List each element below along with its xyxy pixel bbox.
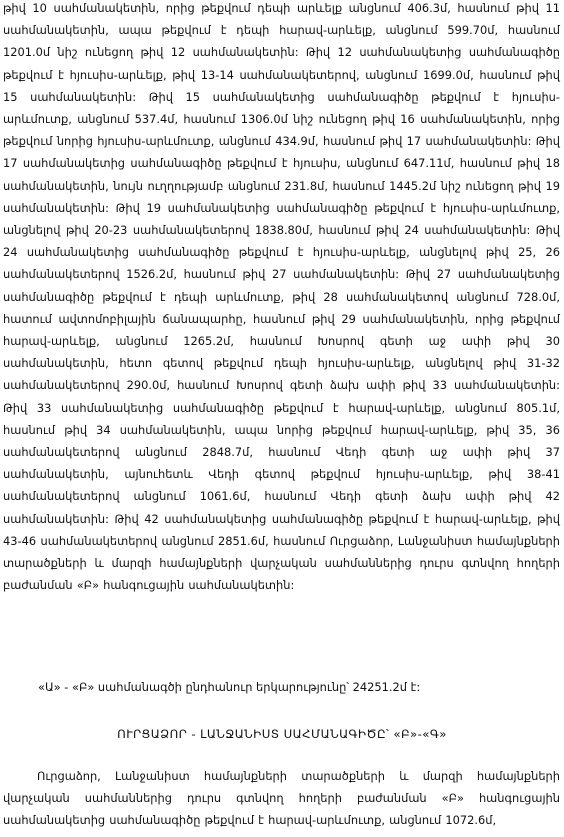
- boundary-description-paragraph: թիվ 10 սահմանակետին, որից թեքվում դեպի արևելք անցնում 406.3մ, հասնում թիվ 11 սահմանակետին, ապա թեքվում է դեպի հարավ-արևելք, անցնում 599.70մ, հասնում 1201.0մ նիշ ունեցող թիվ 12 սահմանակետին: Թիվ 12 սահմանակետից սահմանագիծը թեքվում է հյուսիս-արևելք, թիվ 13-14 սահմանակետերով, անցնում 1699.0մ, հասնում թիվ 15 սահմանակետին: Թիվ 15 սահմանակետից սահմանագիծը թեքվում է հյուսիս-արևմուտք, անցնում 537.4մ, հասնում 1306.0մ նիշ ունեցող թիվ 16 սահմանակետին, որից թեքվում նորից հյուսիս-արևմուտք, անցնում 434.9մ, հասնում թիվ 17 սահմանակետին: Թիվ 17 սահմանակետից սահմանագիծը թեքվում է հյուսիս, անցնում 647.11մ, հասնում թիվ 18 սահմանակետին, նույն ուղղությամբ անցնում 231.8մ, հասնում 1445.2մ նիշ ունեցող թիվ 19 սահմանակետին: Թիվ 19 սահմանակետից սահմանագիծը թեքվում է հյուսիս-արևմուտք, անցնելով թիվ 20-23 սահմանակետերով 1838.80մ, հասնում թիվ 24 սահմանակետին: Թիվ 24 սահմանակետից սահմանագիծը թեքվում է հյուսիս-արևելք, անցնելով թիվ 25, 26 սահմանակետերով 1526.2մ, հասնում թիվ 27 սահմանակետին: Թիվ 27 սահմանակետից սահմանագիծը թեքվում է դեպի արևմուտք, թիվ 28 սահմանակետով անցնում 728.0մ, հատում ավտոմոբիլային ճանապարհը, հասնում թիվ 29 սահմանակետին, որից թեքվում հարավ-արևելք, անցնում 1265.2մ, հասնում Խոսրով գետի աջ ափի թիվ 30 սահմանակետին, հետո գետով թեքվում դեպի հյուսիս-արևելք, անցնելով թիվ 31-32 սահմանակետերով 290.0մ, հասնում Խոսրով գետի ձախ ափի թիվ 33 սահմանակետին: Թիվ 33 սահմանակետից սահմանագիծը թեքվում է հարավ-արևելք, անցնում 805.1մ, հասնում թիվ 34 սահմանակետին, ապա նորից թեքվում հարավ-արևելք, թիվ 35, 36 սահմանակետերով անցնում 2848.7մ, հասնում Վեդի գետի աջ ափի թիվ 37 սահմանակետին, այնուհետև Վեդի գետով թեքվում հյուսիս-արևելք, թիվ 38-41 սահմանակետերով անցնում 1061.6մ, հասնում Վեդի գետի ձախ ափի թիվ 42 սահմանակետին: Թիվ 42 սահմանակետից սահմանագիծը թեքվում է հարավ-արևելք, թիվ 43-46 սահմանակետերով անցնում 2851.6մ, հասնում Ուրցաձոր, Լանջանիստ համայնքների տարածքների և մարզի համայնքների վարչական սահմաններից դուրս գտնվող հողերի բաժանման «Բ» հանգուցային սահմանակետին:: [3, 1, 560, 593]
- section-paragraph: Ուրցաձոր, Լանջանիստ համայնքների տարածքների և մարզի համայնքների վարչական սահմաններից դուրս գտնվող հողերի բաժանման «Բ» հանգուցային սահմանակետից սահմանագիծը թեքվում է հարավ-արևմուտք, անցնում 1072.6մ,: [3, 769, 560, 828]
- total-length-line: «Ա» - «Բ» սահմանագծի ընդհանուր երկարությունը՝ 24251.2մ է:: [38, 680, 421, 694]
- section-heading: ՈՒՐՑԱՁՈՐ - ԼԱՆՋԱՆԻՍՏ ՍԱՀՄԱՆԱԳԻԾԸ՝ «Բ»-«Գ»: [117, 727, 447, 741]
